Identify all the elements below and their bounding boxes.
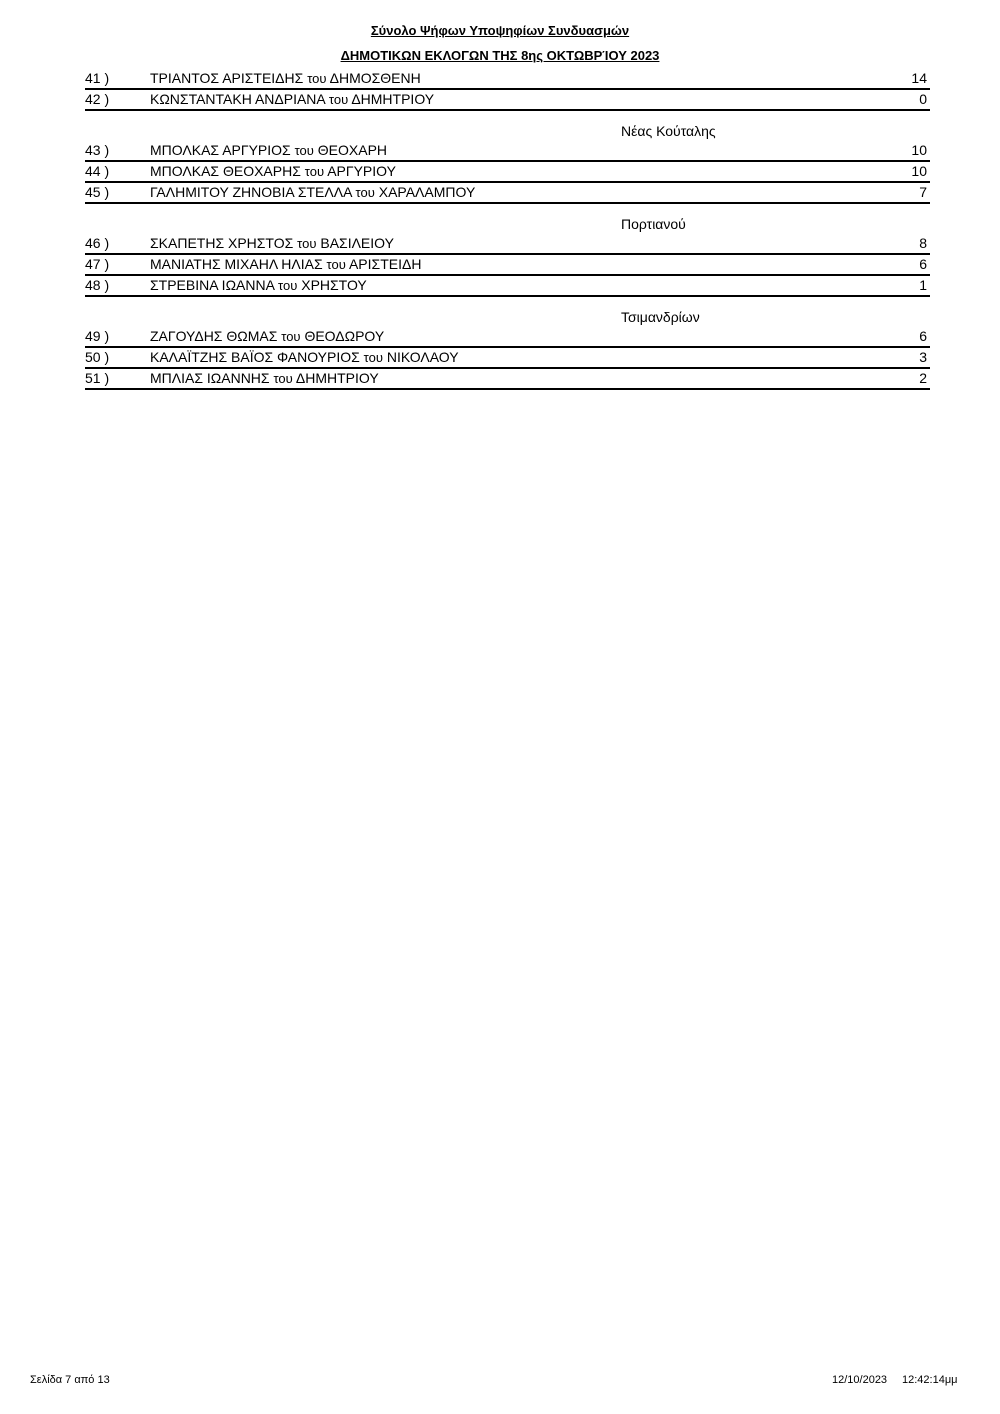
genitive-of: του bbox=[326, 257, 346, 272]
candidate-number: 43 ) bbox=[85, 142, 110, 158]
candidate-surname: ΚΑΛΑΪΤΖΗΣ ΒΑΪΟΣ ΦΑΝΟΥΡΙΟΣ bbox=[150, 349, 360, 365]
candidate-number: 49 ) bbox=[85, 328, 110, 344]
genitive-of: του bbox=[278, 278, 298, 293]
candidate-father-name: ΒΑΣΙΛΕΙΟΥ bbox=[320, 235, 394, 251]
genitive-of: του bbox=[355, 185, 375, 200]
candidate-father-name: ΧΑΡΑΛΑΜΠΟΥ bbox=[378, 184, 476, 200]
document-title: Σύνολο Ψήφων Υποψηφίων Συνδυασμών bbox=[370, 23, 630, 38]
candidate-surname: ΜΠΟΛΚΑΣ ΘΕΟΧΑΡΗΣ bbox=[150, 163, 301, 179]
candidate-father-name: ΘΕΟΔΩΡΟΥ bbox=[304, 328, 385, 344]
candidate-votes: 10 bbox=[911, 142, 927, 158]
candidate-name bbox=[150, 255, 421, 274]
candidate-row bbox=[85, 276, 930, 297]
section-title: Πορτιανού bbox=[621, 216, 686, 232]
candidate-votes: 0 bbox=[919, 91, 927, 107]
candidate-row bbox=[85, 348, 930, 369]
candidate-vote-table bbox=[85, 69, 930, 390]
candidate-votes: 10 bbox=[911, 163, 927, 179]
genitive-of: του bbox=[273, 371, 293, 386]
candidate-row bbox=[85, 369, 930, 390]
candidate-name bbox=[150, 369, 379, 388]
candidate-row bbox=[85, 327, 930, 348]
candidate-surname: ΜΠΟΛΚΑΣ ΑΡΓΥΡΙΟΣ bbox=[150, 142, 291, 158]
genitive-of: του bbox=[294, 143, 314, 158]
candidate-name bbox=[150, 162, 396, 181]
candidate-number: 45 ) bbox=[85, 184, 110, 200]
candidate-number: 47 ) bbox=[85, 256, 110, 272]
candidate-surname: ΣΤΡΕΒΙΝΑ ΙΩΑΝΝΑ bbox=[150, 277, 275, 293]
candidate-father-name: ΑΡΙΣΤΕΙΔΗ bbox=[348, 256, 422, 272]
section-title: Νέας Κούταλης bbox=[621, 123, 716, 139]
candidate-row bbox=[85, 234, 930, 255]
section-title: Τσιμανδρίων bbox=[621, 309, 700, 325]
candidate-name bbox=[150, 348, 459, 367]
candidate-votes: 3 bbox=[919, 349, 927, 365]
candidate-votes: 6 bbox=[919, 256, 927, 272]
candidate-row bbox=[85, 183, 930, 204]
candidate-votes: 6 bbox=[919, 328, 927, 344]
candidate-name bbox=[150, 69, 421, 88]
candidate-row bbox=[85, 255, 930, 276]
genitive-of: του bbox=[304, 164, 325, 179]
candidate-father-name: ΑΡΓΥΡΙΟΥ bbox=[327, 163, 396, 179]
candidate-father-name: ΔΗΜΟΣΘΕΝΗ bbox=[329, 70, 421, 86]
candidate-father-name: ΝΙΚΟΛΑΟΥ bbox=[386, 349, 459, 365]
genitive-of: του bbox=[307, 71, 327, 86]
genitive-of: του bbox=[363, 350, 383, 365]
candidate-row bbox=[85, 141, 930, 162]
candidate-number: 50 ) bbox=[85, 349, 110, 365]
candidate-father-name: ΘΕΟΧΑΡΗ bbox=[317, 142, 388, 158]
candidate-father-name: ΔΗΜΗΤΡΙΟΥ bbox=[295, 370, 379, 386]
candidate-name bbox=[150, 234, 394, 253]
candidate-number: 46 ) bbox=[85, 235, 110, 251]
candidate-surname: ΖΑΓΟΥΔΗΣ ΘΩΜΑΣ bbox=[150, 328, 278, 344]
print-date: 12/10/2023 bbox=[832, 1374, 888, 1386]
candidate-surname: ΤΡΙΑΝΤΟΣ ΑΡΙΣΤΕΙΔΗΣ bbox=[150, 70, 304, 86]
candidate-number: 41 ) bbox=[85, 70, 110, 86]
candidate-father-name: ΧΡΗΣΤΟΥ bbox=[301, 277, 367, 293]
candidate-number: 48 ) bbox=[85, 277, 110, 293]
candidate-name bbox=[150, 90, 434, 109]
candidate-surname: ΚΩΝΣΤΑΝΤΑΚΗ ΑΝΔΡΙΑΝΑ bbox=[150, 91, 325, 107]
candidate-votes: 8 bbox=[919, 235, 927, 251]
candidate-surname: ΓΑΛΗΜΙΤΟΥ ΖΗΝΟΒΙΑ ΣΤΕΛΛΑ bbox=[150, 184, 352, 200]
genitive-of: του bbox=[328, 92, 349, 107]
candidate-row bbox=[85, 162, 930, 183]
candidate-number: 44 ) bbox=[85, 163, 110, 179]
document-subtitle: ΔΗΜΟΤΙΚΩΝ ΕΚΛΟΓΩΝ ΤΗΣ 8ης ΟΚΤΩΒΡΊΟΥ 2023 bbox=[340, 48, 660, 63]
candidate-name bbox=[150, 141, 387, 160]
candidate-name bbox=[150, 183, 475, 202]
candidate-name bbox=[150, 276, 367, 295]
candidate-surname: ΜΠΛΙΑΣ ΙΩΑΝΝΗΣ bbox=[150, 370, 270, 386]
candidate-row bbox=[85, 90, 930, 111]
candidate-surname: ΣΚΑΠΕΤΗΣ ΧΡΗΣΤΟΣ bbox=[150, 235, 294, 251]
candidate-votes: 1 bbox=[919, 277, 927, 293]
candidate-name bbox=[150, 327, 384, 346]
print-time: 12:42:14μμ bbox=[902, 1374, 958, 1386]
page-number: Σελίδα 7 από 13 bbox=[30, 1374, 110, 1386]
genitive-of: του bbox=[281, 329, 301, 344]
candidate-votes: 7 bbox=[919, 184, 927, 200]
candidate-surname: ΜΑΝΙΑΤΗΣ ΜΙΧΑΗΛ ΗΛΙΑΣ bbox=[150, 256, 323, 272]
candidate-father-name: ΔΗΜΗΤΡΙΟΥ bbox=[351, 91, 435, 107]
candidate-number: 51 ) bbox=[85, 370, 110, 386]
candidate-votes: 2 bbox=[919, 370, 927, 386]
genitive-of: του bbox=[297, 236, 317, 251]
candidate-number: 42 ) bbox=[85, 91, 110, 107]
candidate-row bbox=[85, 69, 930, 90]
candidate-votes: 14 bbox=[911, 70, 927, 86]
